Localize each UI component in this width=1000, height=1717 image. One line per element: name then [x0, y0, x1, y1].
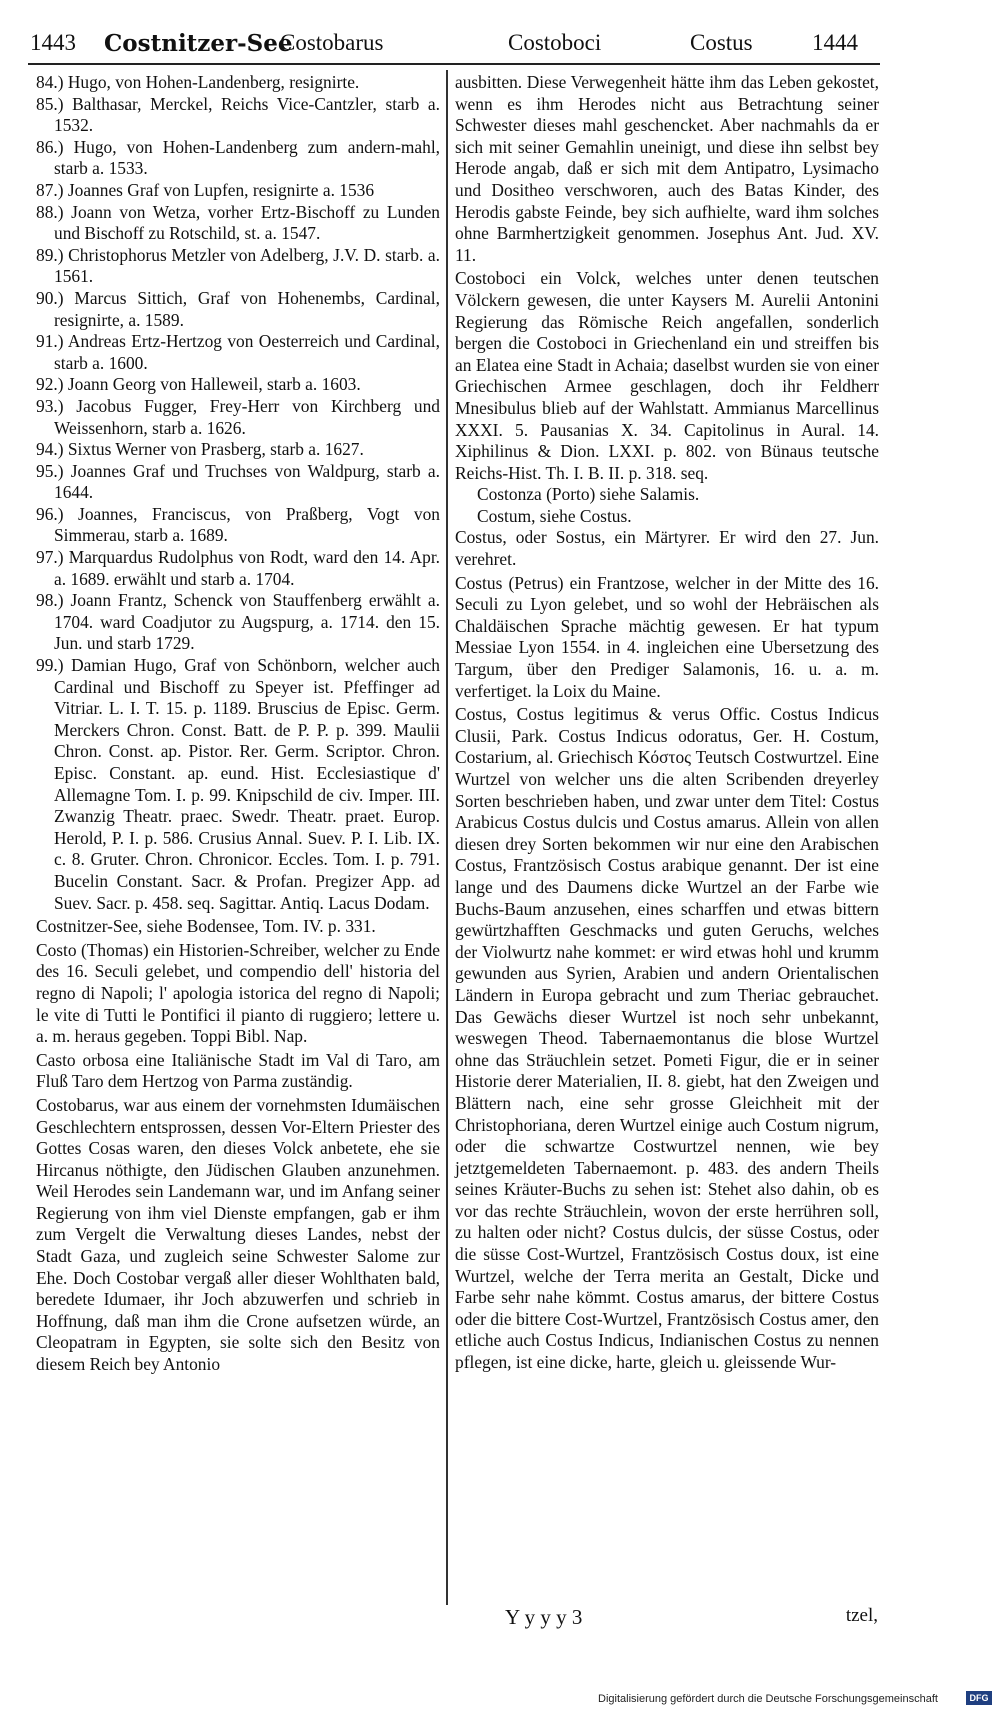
- entry-costo: Costo (Thomas) ein Historien-Schreiber, welcher zu Ende des 16. Seculi gelebet, und compendio dell' historia del regno di Napoli; l' apologia istorica del regno di Napoli; le vite di Tutti le Pontifici il pianto di ruggiero; lettere u. a. m. heraus gegeben. Toppi Bibl. Nap.: [36, 939, 440, 1047]
- entry-98: 98.) Joann Frantz, Schenck von Stauffenberg erwählt a. 1704. ward Coadjutor zu Augspurg, a. 1714. den 15. Jun. und starb 1729.: [36, 590, 440, 654]
- entry-93: 93.) Jacobus Fugger, Frey-Herr von Kirchberg und Weissenhorn, starb a. 1626.: [36, 395, 440, 438]
- entry-costum: Costum, siehe Costus.: [477, 505, 632, 526]
- entry-84: 84.) Hugo, von Hohen-Landenberg, resignirte.: [36, 72, 360, 92]
- entry-92: 92.) Joann Georg von Halleweil, starb a. 1603.: [36, 374, 361, 395]
- entry-90: 90.) Marcus Sittich, Graf von Hohenembs, Cardinal, resignirte, a. 1589.: [36, 287, 440, 330]
- entry-88: 88.) Joann von Wetza, vorher Ertz-Bischoff zu Lunden und Bischoff zu Rotschild, st. a. 1547.: [36, 201, 440, 244]
- entry-89: 89.) Christophorus Metzler von Adelberg, J.V. D. starb. a. 1561.: [36, 244, 440, 287]
- page-number-left: 1443: [30, 30, 76, 55]
- entry-99: 99.) Damian Hugo, Graf von Schönborn, welcher auch Cardinal und Bischoff zu Speyer ist. Pfeffinger ad Vitriar. L. I. T. 15. p. 1189. Bruscius de Episc. Germ. Merckers Chron. Const. Batt. de P. P. p. 399. Maulii Chron. Const. ap. Pistor. Rer. Germ. Scriptor. Chron. Episc. Constant. ap. eund. Hist. Ecclesiastique d' Allemagne Tom. I. p. 99. Knipschild de civ. Imper. III. Zwanzig Theatr. praec. Swedr. Theatr. praet. Europ. Herold, P. I. p. 586. Crusius Annal. Suev. P. I. Lib. IX. c. 8. Gruter. Chron. Chronicor. Eccles. Tom. I. p. 791. Bucelin Constant. Sacr. & Profan. Pregizer App. ad Suev. Sacr. p. 458. seq. Sagittar. Antiq. Lacus Dodam.: [36, 655, 440, 913]
- entry-85: 85.) Balthasar, Merckel, Reichs Vice-Cantzler, starb a. 1532.: [36, 93, 440, 136]
- entry-costoboci: Costoboci ein Volck, welches unter denen teutschen Völckern gewesen, die unter Kaysers M. Aurelii Antonini Regierung das Römische Reich angefallen, sonderlich bergen die Costoboci in Griechenland ein und streiffen bis an Elatea eine Stadt in Achaia; daselbst wurden sie von einer Griechischen Armee geschlagen, doch ihr Feldherr Mnesibulus blieb auf der Wahlstatt. Ammianus Marcellinus XXXI. 5. Pausanias X. 34. Capitolinus in Aural. 14. Xiphilinus & Dion. LXXI. p. 802. von Bünaus teutsche Reichs-Hist. Th. I. B. II. p. 318. seq.: [455, 268, 879, 483]
- running-head-right-2: Costus: [690, 30, 753, 55]
- signature-mark: Y y y y 3: [505, 1605, 583, 1629]
- entry-87: 87.) Joannes Graf von Lupfen, resignirte a. 1536: [36, 179, 375, 200]
- entry-costus-petrus: Costus (Petrus) ein Frantzose, welcher in der Mitte des 16. Seculi zu Lyon gelebet, und so wohl der Hebräischen als Chaldäischen Sprache mächtig gewesen. Er hat typum Messiae Lyon 1554. in 4. ingleichen eine Ubersetzung des Targum, über den Prediger Salamonis, 16. u. a. m. verfertiget. la Loix du Maine.: [455, 572, 879, 701]
- entry-costonza: Costonza (Porto) siehe Salamis.: [477, 484, 700, 505]
- entry-costobarus: Costobarus, war aus einem der vornehmsten Idumäischen Geschlechtern entsprossen, dessen Vor-Eltern Priester des Gottes Cosas waren, den dieses Volck anbetete, ehe sie Hircanus nöthigte, den Jüdischen Glauben anzunehmen. Weil Herodes sein Landemann war, und im Anfang seiner Regierung von ihm viel Dienste empfangen, gab er ihm zum Vergelt die Verwaltung dieses Landes, nebst der Stadt Gaza, und zugleich seine Schwester Salome zur Ehe. Doch Costobar vergaß aller dieser Wohlthaten bald, beredete Idumaer, ihr Joch abzuwerfen und schrieb in Hoffnung, daß man ihm die Crone aufsetzen würde, an Cleopatram in Egypten, sie solte sich den Besitz von diesem Reich bey Antonio: [36, 1094, 440, 1375]
- entry-costobarus-continued: ausbitten. Diese Verwegenheit hätte ihm das Leben gekostet, wenn es ihm Herodes nicht aus Betrachtung seiner Schwester dieses mahl geschencket. Aber nachmahls da er sich mit seiner Gemahlin uneinigt, und diese ihn selbst bey Herode angab, daß er sich mit dem Antipatro, Lysimacho und Dositheo verschworen, auch des Batas Kinder, des Herodis gabste Feinde, bey sich aufhielte, ward ihm solches ohne Barmhertzigkeit genommen. Josephus Ant. Jud. XV. 11.: [455, 72, 879, 265]
- entry-95: 95.) Joannes Graf und Truchses von Waldpurg, starb a. 1644.: [36, 460, 440, 503]
- right-column: [455, 72, 879, 1374]
- entry-94: 94.) Sixtus Werner von Prasberg, starb a. 1627.: [36, 439, 364, 460]
- dfg-logo: DFG: [966, 1691, 992, 1705]
- page-number-right: 1444: [812, 30, 858, 55]
- digitization-credit: Digitalisierung gefördert durch die Deutsche Forschungsgemeinschaft: [598, 1693, 938, 1705]
- column-divider: [446, 70, 448, 1605]
- running-head-left-1: Costnitzer-See: [104, 30, 293, 57]
- entry-costnitzer-see: Costnitzer-See, siehe Bodensee, Tom. IV. p. 331.: [36, 916, 376, 937]
- running-head-right-1: Costoboci: [508, 30, 602, 55]
- entry-96: 96.) Joannes, Franciscus, von Praßberg, Vogt von Simmerau, starb a. 1689.: [36, 503, 440, 546]
- entry-costus-martyr: Costus, oder Sostus, ein Märtyrer. Er wird den 27. Jun. verehret.: [455, 527, 879, 570]
- catchword: tzel,: [845, 1605, 878, 1626]
- entry-91: 91.) Andreas Ertz-Hertzog von Oesterreich und Cardinal, starb a. 1600.: [36, 331, 440, 373]
- left-column: [36, 72, 440, 1376]
- header-rule: [28, 63, 880, 65]
- entry-costus-plant: Costus, Costus legitimus & verus Offic. Costus Indicus Clusii, Park. Costus Indicus odoratus, Ger. H. Costum, Costarium, al. Griechisch Κόστος Teutsch Costwurtzel. Eine Wurtzel von welcher uns die alten Scribenden dreyerley Sorten beschrieben haben, und zwar unter dem Titel: Costus Arabicus Costus dulcis und Costus amarus. Allein von allen diesen drey Sorten bekommen wir nur eine den Arabischen Costus, Frantzösisch Costus arabique genannt. Der ist eine lange und des Daumens dicke Wurtzel an der Farbe wie Buchs-Baum anzusehen, eines scharffen und etwas bittern gewürtzhafften Geschmacks und guten Geruchs, welches der Violwurtz nahe kommet: er wird etwas hohl und krumm gewunden aus Syrien, Arabien und andern Orientalischen Ländern in Europa gebracht und zum Theriac gebrauchet. Das Gewächs dieser Wurtzel ist noch sehr unbekannt, weswegen Theod. Tabernaemontanus die blose Wurtzel ohne das Sträuchlein setzet. Pometi Figur, die er in seiner Historie derer Materialien, II. 8. giebt, hat den Zweigen und Blättern nach, eine sehr grosse Gleichheit mit der Christophoriana, deren Wurtzel einige auch Costum nigrum, oder die schwartze Costwurtzel nennen, wie bey jetztgemeldeten Tabernaemont. p. 483. des andern Theils seines Kräuter-Buchs zu sehen ist: Stehet also dahin, ob es vor das rechte Sträuchlein, wovon der erste herrühren soll, zu halten oder nicht? Costus dulcis, der süsse Costus, oder die süsse Cost-Wurtzel, Frantzösisch Costus doux, ist eine Wurtzel, welche der Terra merita an Gestalt, Dicke und Farbe sehr nahe kömmt. Costus amarus, der bittere Costus oder die bittere Cost-Wurtzel, Frantzösisch Costus amer, den etliche auch Costus Indicus, Indianischen Costus zu nennen pflegen, ist eine dicke, harte, gleich u. gleissende Wur-: [455, 704, 879, 1373]
- entry-97: 97.) Marquardus Rudolphus von Rodt, ward den 14. Apr. a. 1689. erwählt und starb a. 1704.: [36, 547, 440, 589]
- entry-casto-orbosa: Casto orbosa eine Italiänische Stadt im Val di Taro, am Fluß Taro dem Hertzog von Parma zuständig.: [36, 1049, 440, 1092]
- entry-86: 86.) Hugo, von Hohen-Landenberg zum andern-mahl, starb a. 1533.: [36, 136, 440, 179]
- running-head-left-2: Costobarus: [280, 30, 384, 55]
